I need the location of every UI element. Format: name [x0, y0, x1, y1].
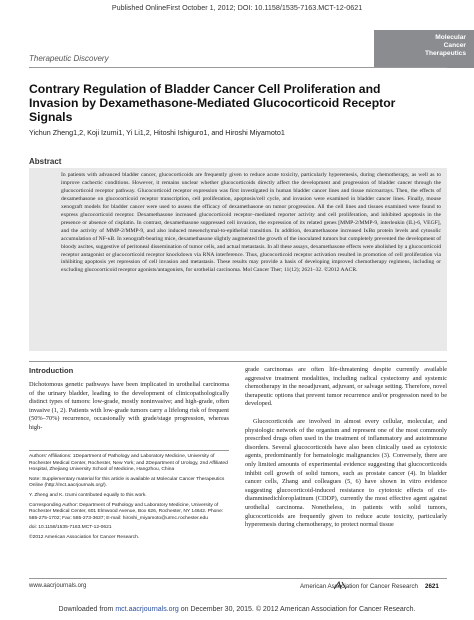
copyright-note: ©2012 American Association for Cancer Research.: [29, 534, 140, 540]
footer-divider: [29, 578, 447, 579]
journal-badge-line: Therapeutics: [424, 50, 466, 57]
journal-badge: [374, 30, 474, 68]
introduction-paragraph: Glucocorticoids are involved in almost every cellular, molecular, and physiologic network of the organism and represent one of the most commonly prescribed drugs often used in the treatment of inflammatory and autoimmune disorders. Several glucocorticoids have also been clinically used as cytotoxic agents, predominantly for hematologic malignancies (3). Conversely, there are only limited amounts of experimental evidence suggesting that glucocorticoids inhibit cell growth of solid tumors, such as prostate cancer (4). In bladder cancer cells, Zhang and colleagues (5, 6) have shown in vitro evidence suggesting glucocorticoid-induced resistance to cytotoxic effects of cis-diamminedichloroplatinum (CDDP), currently the most effective agent against urothelial carcinoma. Nonetheless, in patients with solid tumors, glucocorticoids are frequently given to reduce acute toxicity, particularly hyperemesis during chemotherapy, to protect normal tissue: [245, 418, 447, 529]
journal-badge-line: Molecular: [435, 34, 466, 41]
notes-divider: [29, 450, 229, 451]
introduction-paragraph: Dichotomous genetic pathways have been implicated in urothelial carcinoma of the urinary bladder, leading to the development of clinicopathologically distinct types of tumors: low-grade, mostly noninvasive; and high-grade, often invasive (1, 2). Patients with low-grade tumors carry a lifelong risk of frequent (50%–70%) recurrence, occasionally with grade/stage progression, whereas high-: [29, 381, 229, 431]
published-line: Published OnlineFirst October 1, 2012; DOI: 10.1158/1535-7163.MCT-12-0621: [111, 3, 363, 12]
publisher-name: American Association for Cancer Research: [300, 583, 418, 590]
journal-badge-line: Cancer: [443, 42, 466, 49]
introduction-paragraph: grade carcinomas are often life-threatening despite currently available aggressive treatment modalities, including radical cystectomy and systemic chemotherapy in the neoadjuvant, adjuvant, or salvage setting. Therefore, novel therapeutic options that prevent tumor recurrence and/or progression need to be developed.: [245, 366, 447, 408]
article-title: Contrary Regulation of Bladder Cancer Cell Proliferation and Invasion by Dexamethasone-Mediated Glucocorticoid Receptor Signals: [29, 82, 396, 124]
section-label: Therapeutic Discovery: [29, 54, 109, 63]
download-prefix: Downloaded from: [58, 606, 116, 613]
correspondence-note: Corresponding Author: Department of Pathology and Laboratory Medicine, University of Rochester Medical Center, 601 Elmwood Avenue, Box 626, Rochester, NY 14642. Phone: 585-275-1702; Fax: 585-273-3637; E-mail: hiroshi_miyamoto@urmc.rochester.edu: [29, 502, 224, 521]
divider: [29, 361, 447, 362]
abstract-heading: Abstract: [29, 157, 62, 166]
download-suffix: on December 30, 2015. © 2012 American Association for Cancer Research.: [178, 606, 416, 613]
divider: [29, 67, 447, 68]
download-link[interactable]: mct.aacrjournals.org: [115, 606, 179, 613]
doi-note: doi: 10.1158/1535-7163.MCT-12-0621: [29, 525, 112, 531]
supplementary-note: Note: Supplementary material for this article is available at Molecular Cancer Therapeutics Online (http://mct.aacrjournals.org/).: [29, 476, 225, 489]
journal-site: www.aacrjournals.org: [29, 583, 87, 589]
affiliations-note: Authors' Affiliations: 1Department of Pathology and Laboratory Medicine, University of Rochester Medical Center, Rochester, New York; and 2Department of Urology, 2nd Affiliated Hospital, Zhejiang University School of Medicine, Hangzhou, China: [29, 454, 228, 473]
author-list: Yichun Zheng1,2, Koji Izumi1, Yi Li1,2, Hitoshi Ishiguro1, and Hiroshi Miyamoto1: [29, 128, 285, 137]
download-line: [0, 606, 474, 613]
introduction-heading: Introduction: [29, 366, 74, 375]
page-number: 2621: [425, 583, 439, 590]
footnotes: [29, 454, 229, 545]
abstract-text: In patients with advanced bladder cancer, glucocorticoids are frequently given to reduce acute toxicity, particularly hyperemesis, during chemotherapy, as well as to improve cachectic conditions. However, it remains unclear whether glucocorticoids directly affect the development and progression of bladder cancer through the glucocorticoid receptor pathway. Glucocorticoid receptor expression was first investigated in human bladder cancer lines and tissue microarrays. Then, the effects of dexamethasone on glucocorticoid receptor transcription, cell proliferation, apoptosis/cell cycle, and invasion were examined in bladder cancer lines. Finally, mouse xenograft models for bladder cancer were used to assess the efficacy of dexamethasone on tumor progression. All the cell lines and tissues examined were found to express glucocorticoid receptor. Dexamethasone increased glucocorticoid receptor–mediated reporter activity and cell proliferation, and inhibited apoptosis in the presence or absence of cisplatin. In contrast, dexamethasone suppressed cell invasion, the expression of its related genes [MMP-2/MMP-9, interleukin (IL)-6, VEGF], and the activity of MMP-2/MMP-9, and also induced mesenchymal-to-epithelial transition. In addition, dexamethasone increased IκBα protein levels and cytosolic accumulation of NF-κB. In xenograft-bearing mice, dexamethasone slightly augmented the growth of the inoculated tumors but completely prevented the development of bloody ascites, suggestive of peritoneal dissemination of tumor cells, and actual metastasis. In all these assays, dexamethasone effects were abolished by a glucocorticoid receptor antagonist or glucocorticoid receptor knockdown via RNA interference. Thus, glucocorticoid receptor activation resulted in promotion of cell proliferation via inhibiting apoptosis yet repression of cell invasion and metastasis. These results may provide a basis of developing improved chemotherapy regimens, including or excluding glucocorticoid receptor agonists/antagonists, for urothelial carcinoma. Mol Cancer Ther; 11(12); 2621–32. ©2012 AACR.: [61, 172, 441, 274]
equal-contribution-note: Y. Zheng and K. Izumi contributed equally to this work.: [29, 492, 147, 498]
